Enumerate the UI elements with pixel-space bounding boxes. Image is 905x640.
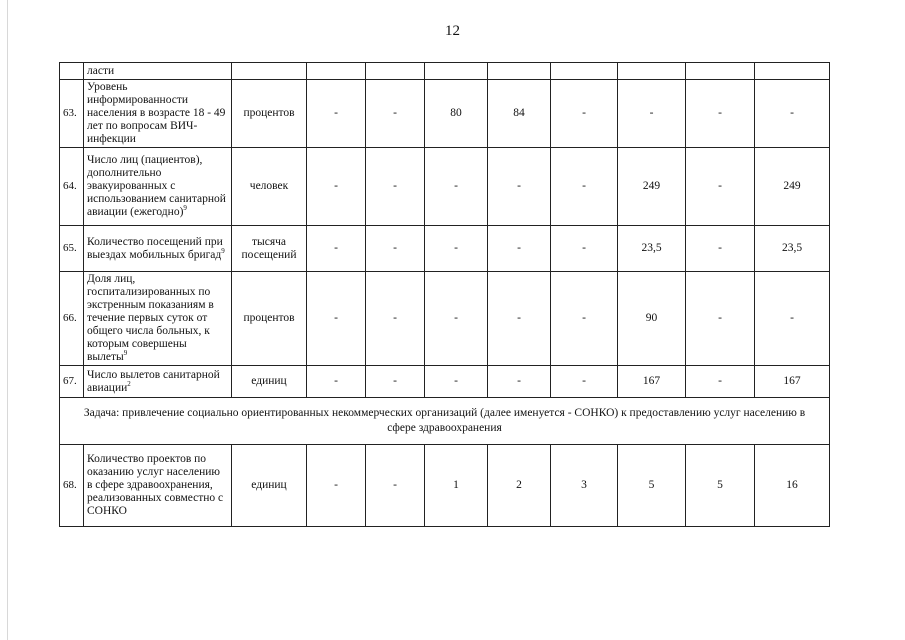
value-cell: - <box>366 272 425 366</box>
value-cell: - <box>755 80 830 148</box>
value-cell: - <box>551 272 618 366</box>
indicator-name: Число вылетов санитарной авиации$^2$ <box>84 366 232 398</box>
unit: единиц <box>232 445 307 527</box>
value-cell: - <box>307 80 366 148</box>
value-cell <box>366 63 425 80</box>
value-cell: - <box>551 366 618 398</box>
indicator-name: Доля лиц, госпитализированных по экстренным показаниям в течение первых суток от общего числа больных, к которым совершены вылеты$^9$ <box>84 272 232 366</box>
indicator-name: Уровень информированности населения в возрасте 18 - 49 лет по вопросам ВИЧ-инфекции <box>84 80 232 148</box>
value-cell: - <box>307 445 366 527</box>
value-cell: - <box>551 148 618 226</box>
unit: человек <box>232 148 307 226</box>
value-cell: - <box>307 272 366 366</box>
value-cell: - <box>551 226 618 272</box>
value-cell: 23,5 <box>618 226 686 272</box>
value-cell: 167 <box>618 366 686 398</box>
task-heading: Задача: привлечение социально ориентированных некоммерческих организаций (далее именуется - СОНКО) к предоставлению услуг населению в сфере здравоохранения <box>60 398 830 445</box>
value-cell: - <box>366 445 425 527</box>
value-cell: 3 <box>551 445 618 527</box>
unit: процентов <box>232 272 307 366</box>
value-cell: 167 <box>755 366 830 398</box>
value-cell: 1 <box>425 445 488 527</box>
table-row <box>60 63 830 80</box>
row-number: 65. <box>60 226 84 272</box>
value-cell: - <box>686 272 755 366</box>
value-cell: - <box>755 272 830 366</box>
value-cell: - <box>366 226 425 272</box>
page-number: 12 <box>445 23 460 39</box>
table-row <box>60 80 830 148</box>
table-row <box>60 272 830 366</box>
value-cell: 5 <box>686 445 755 527</box>
value-cell: 90 <box>618 272 686 366</box>
value-cell: - <box>551 80 618 148</box>
value-cell: - <box>488 148 551 226</box>
unit: единиц <box>232 366 307 398</box>
row-number: 67. <box>60 366 84 398</box>
unit <box>232 63 307 80</box>
value-cell <box>551 63 618 80</box>
task-row <box>60 398 830 445</box>
value-cell: 249 <box>618 148 686 226</box>
value-cell: - <box>488 226 551 272</box>
row-number <box>60 63 84 80</box>
value-cell <box>618 63 686 80</box>
value-cell: - <box>686 80 755 148</box>
value-cell: - <box>686 226 755 272</box>
row-number: 64. <box>60 148 84 226</box>
value-cell: - <box>618 80 686 148</box>
unit: тысяча посещений <box>232 226 307 272</box>
row-number: 66. <box>60 272 84 366</box>
indicators-table <box>59 62 830 527</box>
table-row <box>60 148 830 226</box>
value-cell: - <box>488 366 551 398</box>
value-cell <box>755 63 830 80</box>
indicator-name: Количество проектов по оказанию услуг населению в сфере здравоохранения, реализованных совместно с СОНКО <box>84 445 232 527</box>
value-cell: 249 <box>755 148 830 226</box>
value-cell: - <box>488 272 551 366</box>
table-row <box>60 366 830 398</box>
value-cell: - <box>425 148 488 226</box>
table-row <box>60 445 830 527</box>
value-cell <box>488 63 551 80</box>
value-cell <box>686 63 755 80</box>
unit: процентов <box>232 80 307 148</box>
indicator-name: Число лиц (пациентов), дополнительно эвакуированных с использованием санитарной авиации (ежегодно)$^9$ <box>84 148 232 226</box>
row-number: 63. <box>60 80 84 148</box>
value-cell: - <box>425 366 488 398</box>
value-cell: - <box>425 226 488 272</box>
indicator-name: Количество посещений при выездах мобильных бригад$^9$ <box>84 226 232 272</box>
value-cell: - <box>366 148 425 226</box>
value-cell: - <box>307 148 366 226</box>
indicator-name: ласти <box>84 63 232 80</box>
scan-edge <box>7 0 8 640</box>
value-cell: 2 <box>488 445 551 527</box>
value-cell: 84 <box>488 80 551 148</box>
table-row <box>60 226 830 272</box>
value-cell: - <box>425 272 488 366</box>
value-cell: - <box>366 80 425 148</box>
value-cell: 80 <box>425 80 488 148</box>
value-cell: 23,5 <box>755 226 830 272</box>
value-cell: - <box>366 366 425 398</box>
value-cell: - <box>307 226 366 272</box>
value-cell <box>307 63 366 80</box>
value-cell <box>425 63 488 80</box>
value-cell: - <box>307 366 366 398</box>
value-cell: 5 <box>618 445 686 527</box>
value-cell: - <box>686 366 755 398</box>
value-cell: 16 <box>755 445 830 527</box>
value-cell: - <box>686 148 755 226</box>
row-number: 68. <box>60 445 84 527</box>
